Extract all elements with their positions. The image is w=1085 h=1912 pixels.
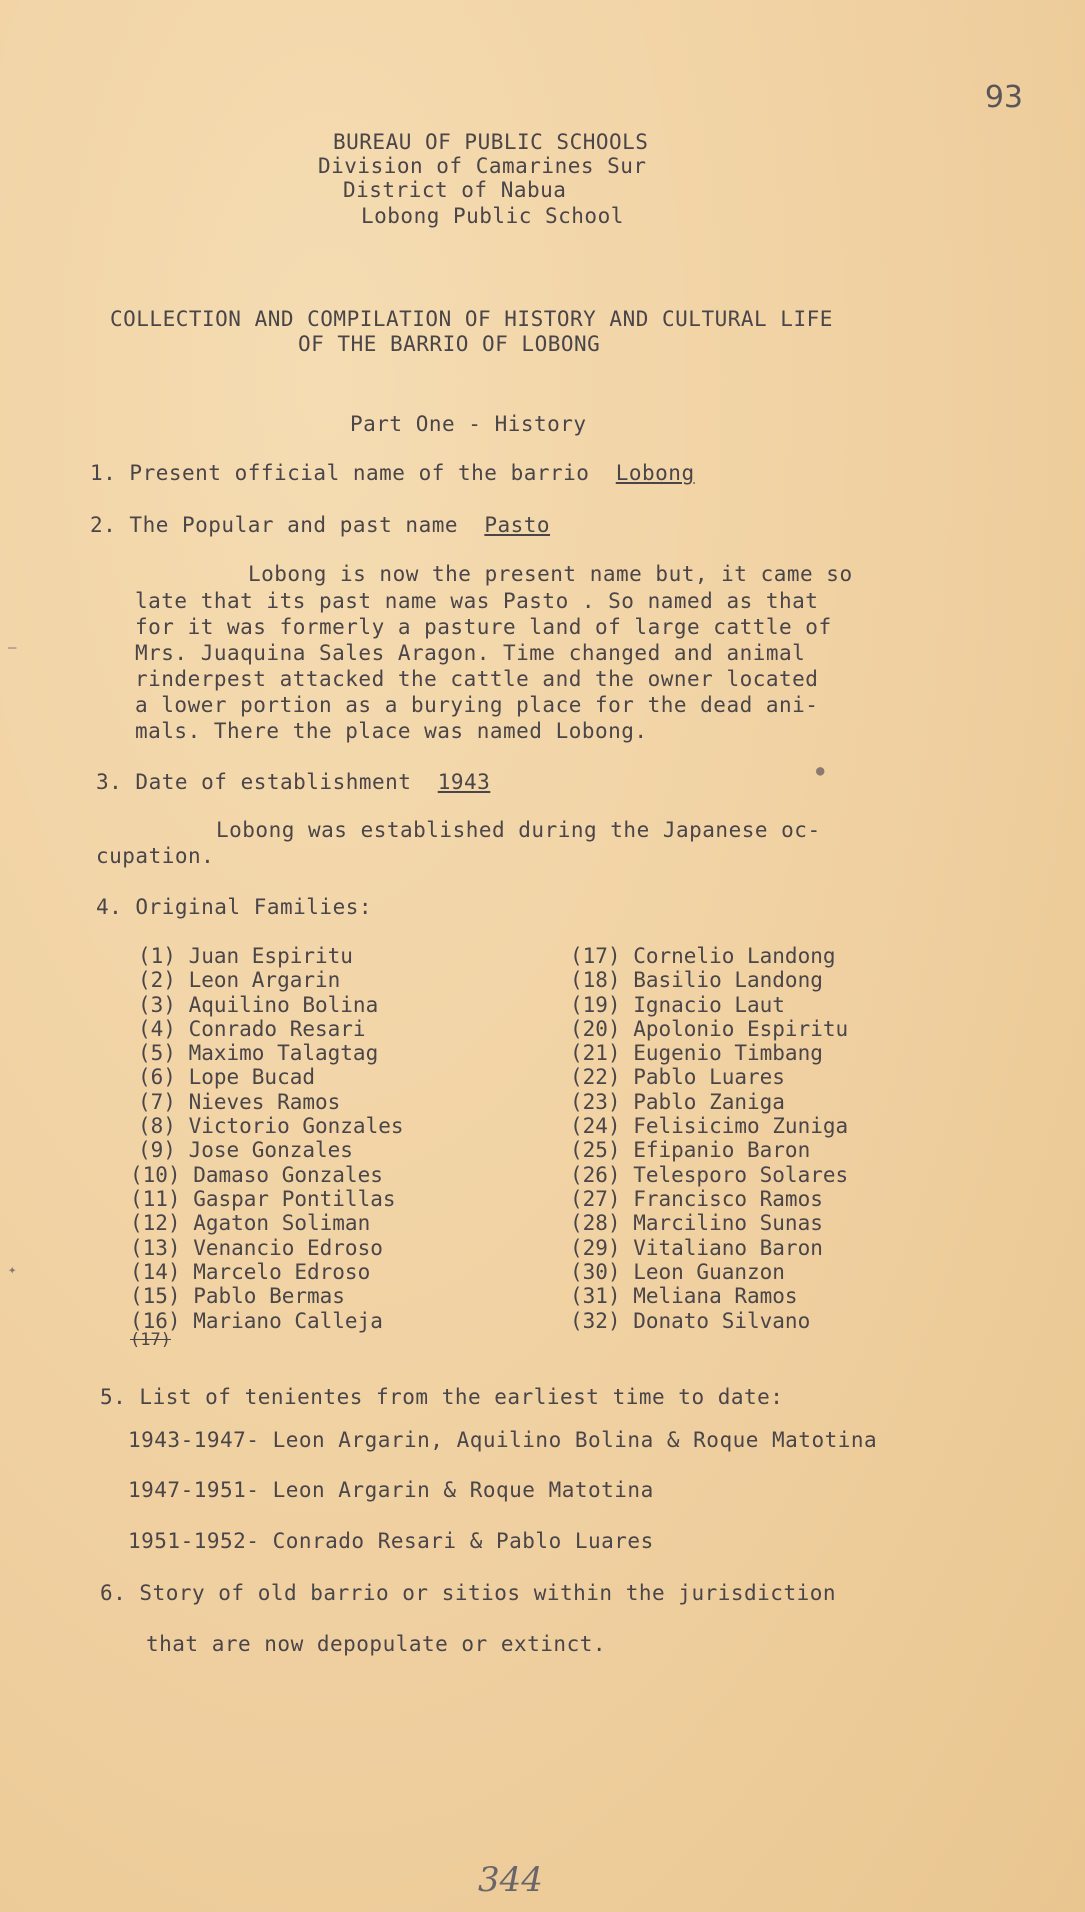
item6-line-1: 6. Story of old barrio or sitios within the jurisdiction [100, 1581, 837, 1605]
part-heading: Part One - History [350, 412, 587, 436]
family-left-15: (15) Pablo Bermas [130, 1284, 345, 1308]
item2-para-line: late that its past name was Pasto . So named as that [135, 589, 819, 613]
item2-para-line: Lobong is now the present name but, it came so [248, 562, 853, 586]
family-left-9: (9) Jose Gonzales [138, 1138, 353, 1162]
item2-para-line: Mrs. Juaquina Sales Aragon. Time changed and animal [135, 641, 806, 665]
family-right-29: (29) Vitaliano Baron [570, 1236, 823, 1260]
item1 [90, 461, 695, 485]
family-right-27: (27) Francisco Ramos [570, 1187, 823, 1211]
family-left-10: (10) Damaso Gonzales [130, 1163, 383, 1187]
family-left-12: (12) Agaton Soliman [130, 1211, 371, 1235]
family-right-17: (17) Cornelio Landong [570, 944, 836, 968]
ink-dot-icon: ● [816, 763, 825, 779]
family-right-32: (32) Donato Silvano [570, 1309, 811, 1333]
family-left-13: (13) Venancio Edroso [130, 1236, 383, 1260]
family-right-28: (28) Marcilino Sunas [570, 1211, 823, 1235]
family-right-26: (26) Telesporo Solares [570, 1163, 849, 1187]
page-number: 93 [984, 80, 1023, 115]
family-right-24: (24) Felisicimo Zuniga [570, 1114, 849, 1138]
family-right-22: (22) Pablo Luares [570, 1065, 785, 1089]
stray-mark-icon: ✦ [8, 1262, 17, 1278]
family-right-23: (23) Pablo Zaniga [570, 1090, 785, 1114]
family-left-6: (6) Lope Bucad [138, 1065, 316, 1089]
family-left-11: (11) Gaspar Pontillas [130, 1187, 396, 1211]
item2-para-line: mals. There the place was named Lobong. [135, 719, 648, 743]
family-left-3: (3) Aquilino Bolina [138, 993, 379, 1017]
header-line-district: District of Nabua [343, 178, 567, 202]
item3-para-line: cupation. [96, 844, 215, 868]
family-right-25: (25) Efipanio Baron [570, 1138, 811, 1162]
item1-label: 1. Present official name of the barrio [90, 461, 590, 485]
family-left-2: (2) Leon Argarin [138, 968, 341, 992]
bottom-page-number: 344 [478, 1860, 543, 1900]
family-left-14: (14) Marcelo Edroso [130, 1260, 371, 1284]
item3 [96, 770, 490, 794]
family-right-20: (20) Apolonio Espiritu [570, 1017, 849, 1041]
item4-label: 4. Original Families: [96, 895, 373, 919]
title-line-2: OF THE BARRIO OF LOBONG [298, 332, 601, 356]
header-line-school: Lobong Public School [361, 204, 624, 228]
item5-entry: 1947-1951- Leon Argarin & Roque Matotina [128, 1478, 654, 1502]
family-right-21: (21) Eugenio Timbang [570, 1041, 823, 1065]
item6-line-2: that are now depopulate or extinct. [146, 1632, 607, 1656]
family-left-struck: (17) [130, 1330, 171, 1350]
item5-entry: 1951-1952- Conrado Resari & Pablo Luares [128, 1529, 654, 1553]
family-left-5: (5) Maximo Talagtag [138, 1041, 379, 1065]
item1-value: Lobong [615, 461, 695, 485]
family-left-8: (8) Victorio Gonzales [138, 1114, 404, 1138]
item2-label: 2. The Popular and past name [90, 513, 459, 537]
family-left-1: (1) Juan Espiritu [138, 944, 353, 968]
item2-para-line: for it was formerly a pasture land of large cattle of [135, 615, 832, 639]
family-left-16: (16) Mariano Calleja [130, 1309, 383, 1333]
stray-mark-icon: — [8, 640, 17, 656]
item2-para-line: a lower portion as a burying place for the dead ani- [135, 693, 819, 717]
header-line-division: Division of Camarines Sur [318, 154, 647, 178]
item2-value: Pasto [484, 513, 551, 537]
item5-label: 5. List of tenientes from the earliest time to date: [100, 1385, 784, 1409]
family-left-4: (4) Conrado Resari [138, 1017, 366, 1041]
title-line-1: COLLECTION AND COMPILATION OF HISTORY AND CULTURAL LIFE [110, 307, 833, 331]
header-line-bureau: BUREAU OF PUBLIC SCHOOLS [333, 130, 649, 154]
item3-value: 1943 [437, 770, 491, 794]
family-right-30: (30) Leon Guanzon [570, 1260, 785, 1284]
family-right-18: (18) Basilio Landong [570, 968, 823, 992]
family-left-7: (7) Nieves Ramos [138, 1090, 341, 1114]
family-right-19: (19) Ignacio Laut [570, 993, 785, 1017]
item3-label: 3. Date of establishment [96, 770, 412, 794]
item2 [90, 513, 550, 537]
item2-para-line: rinderpest attacked the cattle and the owner located [135, 667, 819, 691]
item3-para-line: Lobong was established during the Japanese oc- [216, 818, 821, 842]
item5-entry: 1943-1947- Leon Argarin, Aquilino Bolina & Roque Matotina [128, 1428, 878, 1452]
family-right-31: (31) Meliana Ramos [570, 1284, 798, 1308]
